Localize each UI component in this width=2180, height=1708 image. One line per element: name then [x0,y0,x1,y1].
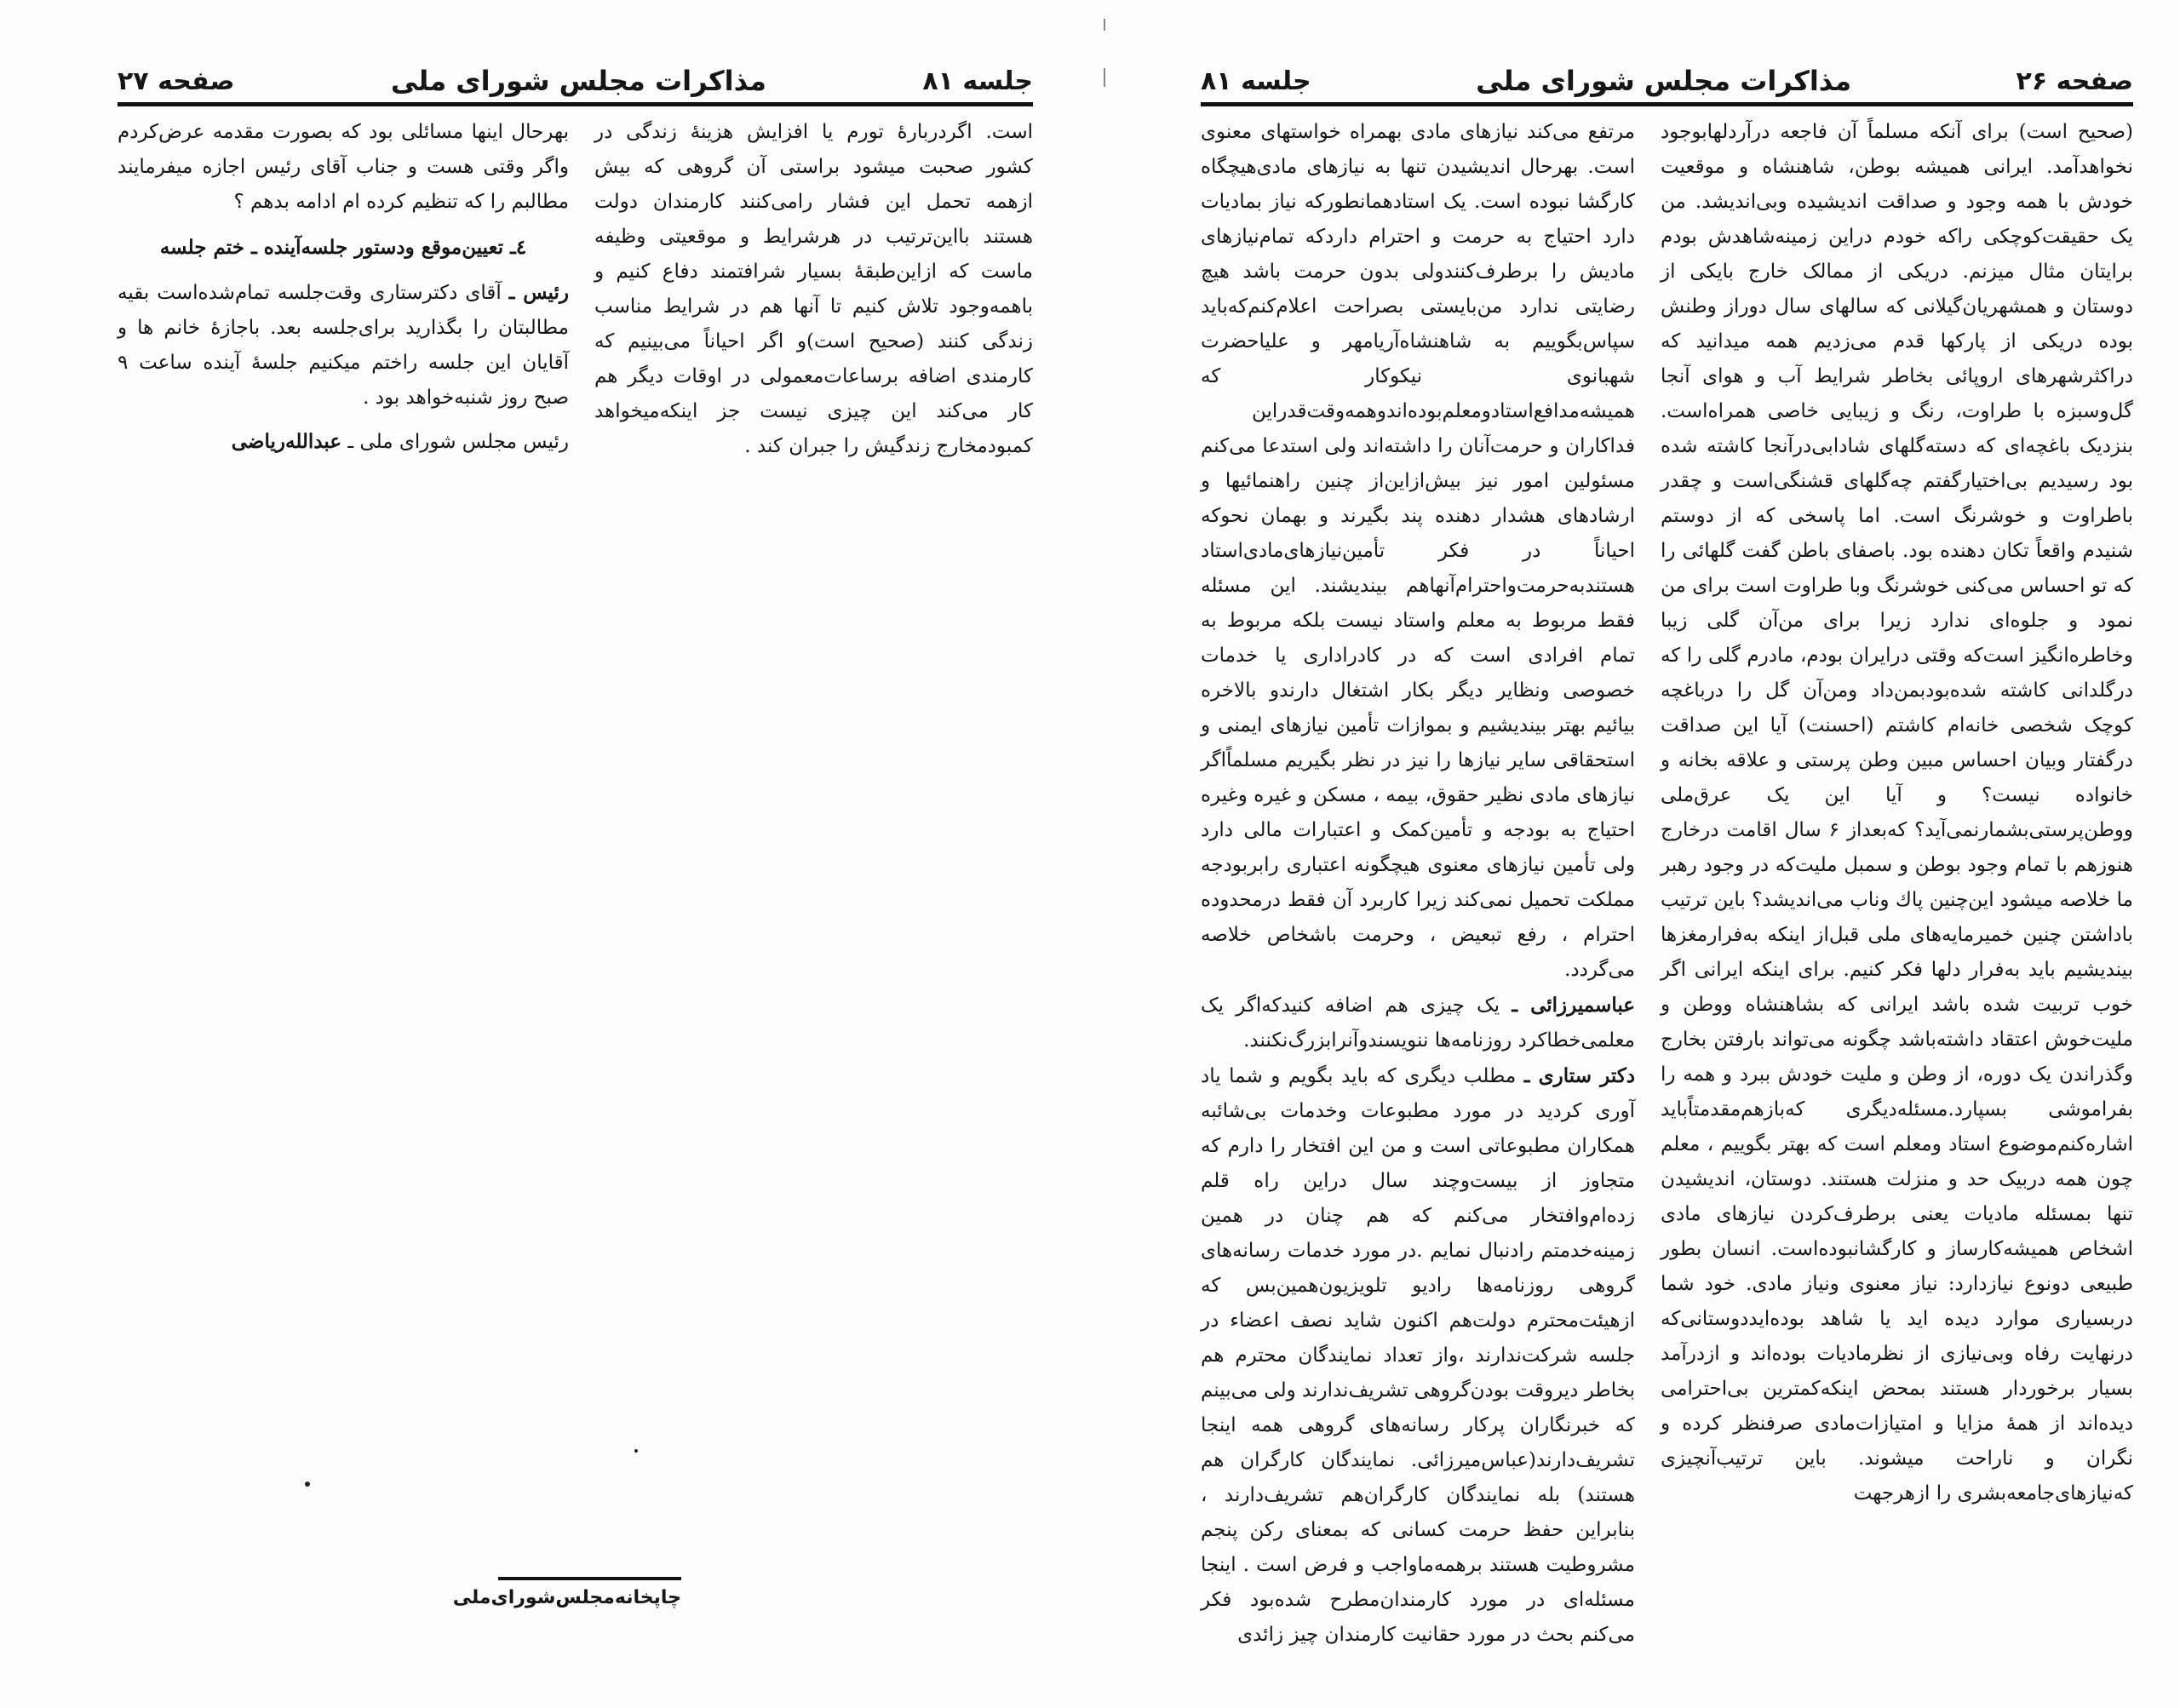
right-col-left-paragraph-3 [1201,1058,1635,1653]
left-page-number: صفحه ۲۷ [118,66,235,96]
left-col-left-paragraph-1: بهرحال اینها مسائلی بود که بصورت مقدمه عرض‌کردم واگر وقتی هست و جناب آقای رئیس اجازه میفرمایند مطالبم را که تنظیم کرده ام ادامه بدهم ؟ [118,121,569,213]
left-page-title: مذاکرات مجلس شورای ملی [390,65,766,97]
signature [118,424,569,460]
gutter-mark [1104,19,1105,31]
right-col-left-paragraph-1: مرتفع می‌کند نیازهای مادی بهمراه خواستهای معنوی است. بهرحال اندیشیدن تنها به نیازهای مادی‌هیچگاه کارگشا نبوده است. یک استادهمانطورکه نیاز بمادیات دارد احتیاج به حرمت و احترام داردکه تمام‌نیازهای مادیش را برطرف‌کنندولی بدون حرمت باشد هیچ رضایتی ندارد من‌بایستی بصراحت اعلام‌کنم‌که‌باید سپاس‌بگوییم به شاهنشاه‌آریامهر و علیاحضرت شهبانوی نیکوکار که همیشه‌مدافع‌استادومعلم‌بوده‌اندوهمه‌وقت‌قدراین فداکاران و حرمت‌آنان را داشته‌اند ولی استدعا می‌کنم مسئولین امور نیز بیش‌ازاین‌از چنین راهنمائیها و ارشادهای هشدار دهنده پند بگیرند و بهمان نحوکه احیاناً در فکر تأمین‌نیازهای‌مادی‌استاد هستند‌به‌حرمت‌واحترام‌آنها‌هم بیندیشند. این مسئله فقط مربوط به معلم واستاد نیست بلکه مربوط به تمام افرادی است که در کادراداری یا خدمات خصوصی ونظایر دیگر بکار اشتغال دارندو بالاخره بیائیم بهتر بیندیشیم و بموازات تأمین نیازهای ایمنی و استحقاقی سایر نیازها را نیز در نظر بگیریم مسلماًاگر نیازهای مادی نظیر حقوق، بیمه ، مسکن و غیره وغیره احتیاج به بودجه و تأمین‌کمک و اعتبارات مالی دارد ولی تأمین نیازهای معنوی هیچگونه اعتباری رابربودجه مملکت تحمیل نمی‌کند زیرا کاربرد آن فقط درمحدوده احترام ، رفع تبعیض ، وحرمت باشخاص خلاصه می‌گردد. [1201,121,1635,981]
right-page [1133,0,2180,1708]
right-page-col-right [1661,115,2133,1511]
print-speck [634,1449,638,1453]
press-imprint: چاپخانه‌مجلس‌شورای‌ملی [452,1587,681,1608]
left-col-left-paragraph-2 [118,275,569,416]
gutter-mark [1104,68,1105,87]
right-page-number: صفحه ۲۶ [2016,66,2133,96]
speaker-name: عباسمیرزائی ـ [1512,994,1636,1017]
left-col-right-paragraph: است. اگردربارهٔ تورم یا افزایش هزینهٔ زندگی در کشور صحبت میشود براستی آن گروهی که بیش ازهمه تحمل این فشار رامی‌کنند کارمندان دولت هستند بااین‌ترتیب در هرشرایط و موقعیتی وظیفه ماست که ازاین‌طبقهٔ بسیار شرافتمند دفاع کنیم و باهمه‌وجود تلاش کنیم تا آنها هم در شرایط مناسب زندگی کنند (صحیح است)و اگر احیاناً می‌بینیم که کارمندی اضافه برساعات‌معمولی در اوقات دیگر هم کار می‌کند این چیزی نیست جز اینکه‌میخواهد کمبودمخارج زندگیش را جبران کند . [594,121,1033,457]
speaker-name: دکتر ستاری ـ [1523,1064,1636,1087]
press-rule [498,1577,681,1580]
speaker-text: یک چیزی هم اضافه کنیدکه‌اگر یک معلمی‌خطاکرد روزنامه‌ها ننویسندوآنرابزرگ‌نکنند. [1201,994,1635,1052]
right-col-right-paragraph: (صحیح است) برای آنکه مسلماً آن فاجعه درآردلهابوجود نخواهدآمد. ایرانی همیشه بوطن، شاهنشاه و موقعیت خودش با همه وجود و صداقت اندیشیده وبی‌اندیشد. من یک حقیقت‌کوچکی راکه خودم دراین زمینه‌شاهدش بودم برایتان مثال میزنم. دریکی از ممالک خارج بایکی از دوستان و همشهریان‌گیلانی که سالهای سال دوراز وطنش بوده دریکی از پارکها قدم می‌زدیم همه میدانید که دراکثرشهرهای اروپائی بخاطر شرایط آب و هوای آنجا گل‌وسبزه با طراوت، رنگ و زیبایی خاصی همراه‌است. بنزدیک باغچه‌ای که دسته‌گلهای شادابی‌درآنجا کاشته شده بود رسیدیم بی‌اختیارگفتم چه‌گلهای قشنگی‌است و چقدر باطراوت و خوشرنگ است. اما پاسخی که از دوستم شنیدم واقعاً تکان دهنده بود. باصفای باطن گفت گلهائی را که تو احساس می‌کنی خوشرنگ وبا طراوت است برای من نمود و جلوه‌ای ندارد زیرا برای من‌آن گلی زیبا وخاطره‌انگیز است‌که وقتی درایران بودم، مادرم گلی را که درگلدانی کاشته شده‌بودبمن‌داد ومن‌آن گل را درباغچه کوچک شخصی خانه‌ام کاشتم (احسنت) آیا این صداقت درگفتار وبیان احساس مبین وطن پرستی و علاقه بخانه و خانواده نیست؟ و آیا این یک عرق‌ملی ووطن‌پرستی‌بشمارنمی‌آید؟ که‌بعداز ۶ سال اقامت درخارج هنوزهم با تمام وجود بوطن و سمبل ملیت‌که در وجود رهبر ما خلاصه میشود این‌چنین پاك وناب می‌اندیشد؟ باین ترتیب باداشتن چنین خمیرمایه‌های ملی قبل‌از اینکه به‌فرارمغزها بیندیشیم باید به‌فرار دلها فکر کنیم. برای اینکه ایرانی اگر خوب تربیت شده باشد ایرانی که بشاهنشاه ووطن و ملیت‌خوش اعتقاد داشته‌باشد چگونه می‌تواند بارفتن بخارج وگذراندن یک دوره، از وطن و ملیت خودش ببرد و همه را بفراموشی بسپارد.مسئله‌دیگری که‌بازهم‌مقدمتاًباید اشاره‌کنم‌موضوع استاد ومعلم است که بهتر بگوییم ، معلم چون همه دربیک حد و منزلت هستند. دوستان، اندیشیدن تنها بمسئله مادیات یعنی برطرف‌کردن نیازهای مادی اشخاص همیشه‌کارساز و کارگشانبوده‌است. انسان بطور طبیعی دونوع نیازدارد: نیاز معنوی ونیاز مادی. خود شما دربسیاری موارد دیده اید یا شاهد بوده‌ایددوستانی‌که درنهایت رفاه وبی‌نیازی از نظرمادیات بوده‌اند و ازدرآمد بسیار برخوردار هستند بمحض اینکه‌کمترین بی‌احترامی دیده‌اند از همهٔ مزایا و امتیازات‌مادی صرفنظر کرده و نگران و ناراحت میشوند. باین ترتیب‌آنچیزی که‌نیازهای‌جامعه‌بشری را ازهرجهت [1661,121,2133,1505]
right-col-left-paragraph-2 [1201,988,1635,1058]
right-page-header [1201,60,2133,106]
right-session-label: جلسه ۸۱ [1201,66,1311,96]
speaker-text: آقای دکترستاری وقت‌جلسه تمام‌شده‌است بقیه مطالبتان را بگذارید برای‌جلسه بعد. باجازهٔ خانم ها و آقایان این جلسه راختم میکنیم جلسهٔ آینده ساعت ۹ صبح روز شنبه‌خواهد بود . [118,282,569,409]
print-speck [305,1482,310,1487]
left-session-label: جلسه ۸۱ [922,66,1033,96]
signature-role: رئیس مجلس شورای ملی ـ [347,431,569,453]
left-page-col-left [118,115,569,460]
right-page-col-left [1201,115,1635,1653]
signature-name: عبدالله‌ریاضی [231,430,342,453]
speaker-name: رئیس ـ [508,281,569,304]
left-page-col-right [594,115,1033,464]
section-title: ٤ـ تعیین‌موقع ودستور جلسه‌آینده ـ ختم جلسه [159,236,527,259]
left-page-header [118,60,1033,106]
speaker-text: مطلب دیگری که باید بگویم و شما یاد آوری کردید در مورد مطبوعات وخدمات بی‌شائبه همکاران مطبوعاتی است و من این افتخار را دارم که متجاوز از بیست‌وچند سال دراین راه قلم زده‌ام‌وافتخار می‌کنم که هم چنان در همین زمینه‌خدمتم رادنبال نمایم .در مورد خدمات رسانه‌های گروهی روزنامه‌ها رادیو تلویزیون‌همین‌بس که ازهیئت‌محترم دولت‌هم اکنون شاید نصف اعضاء در جلسه شرکت‌ندارند ،واز تعداد نمایندگان محترم هم بخاطر دیروقت بودن‌گروهی تشریف‌ندارند ولی می‌بینم که خبرنگاران پرکار رسانه‌های گروهی همه اینجا تشریف‌دارند(عباس‌میرزائی. نمایندگان کارگران هم هستند) بله نمایندگان کارگران‌هم تشریف‌دارند ، بنابراین حفظ حرمت کسانی که بمعنای رکن پنجم مشروطیت هستند برهمه‌ماواجب و فرض است . اینجا مسئله‌ای در مورد کارمندان‌مطرح شده‌بود فکر می‌کنم بحث در مورد حقانیت کارمندان چیز زائدی [1201,1065,1635,1646]
right-page-title: مذاکرات مجلس شورای ملی [1476,65,1852,97]
